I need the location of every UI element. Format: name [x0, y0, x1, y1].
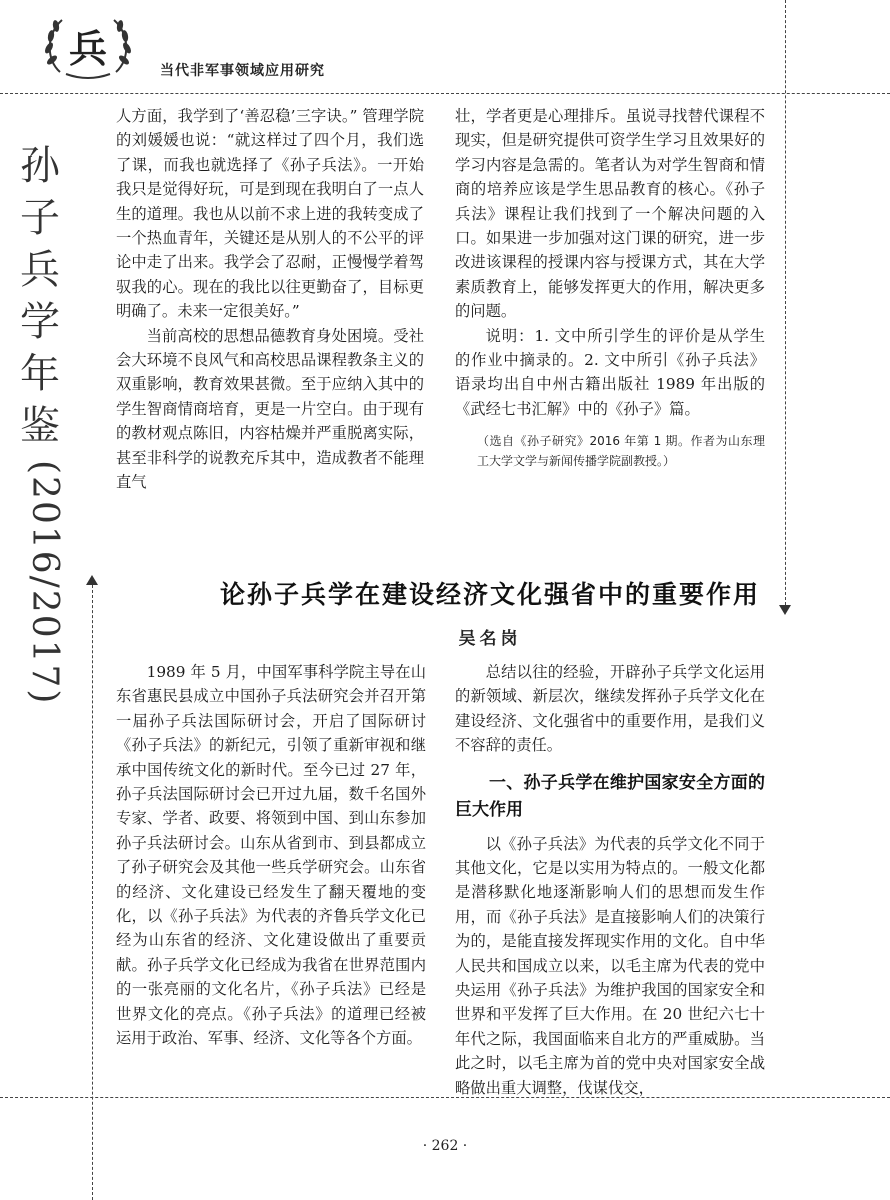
- article-author: 吴名岗: [458, 629, 522, 649]
- side-title-char: 孙: [20, 143, 60, 189]
- source-note: （选自《孙子研究》2016 年第 1 期。作者为山东理工大学文学与新闻传播学院副教授。）: [477, 434, 765, 469]
- paragraph: 当前高校的思想品德教育身处困境。受社会大环境不良风气和高校思品课程教条主义的双重影响，教育效果甚微。至于应纳入其中的学生智商情商培育，更是一片空白。由于现有的教材观点陈旧，内容枯燥并严重脱离实际，甚至非科学的说教充斥其中，造成教者不能理直气: [116, 326, 424, 492]
- article-right-column: [455, 660, 765, 1100]
- yearbook-logo: [40, 12, 136, 80]
- article-title: 论孙子兵学在建设经济文化强省中的重要作用: [219, 580, 760, 609]
- paragraph: 总结以往的经验，开辟孙子兵学文化运用的新领域、新层次，继续发挥孙子兵学文化在建设经济、文化强省中的重要作用，是我们义不容辞的责任。: [455, 663, 765, 755]
- side-title-char: 鉴: [20, 403, 60, 449]
- paragraph: 以《孙子兵法》为代表的兵学文化不同于其他文化，它是以实用为特点的。一般文化都是潜移默化地逐渐影响人们的思想而发生作用，而《孙子兵法》是直接影响人们的决策行为的，是能直接发挥现实作用的文化。自中华人民共和国成立以来，以毛主席为代表的党中央运用《孙子兵法》为维护我国的国家安全和世界和平发挥了巨大作用。在 20 世纪六七十年代之际，我国面临来自北方的严重威胁。当此之时，以毛主席为首的党中央对国家安全战略做出重大调整，伐谋伐交，: [455, 834, 765, 1097]
- guide-arrow-up-icon: [86, 575, 98, 585]
- side-title-char: 年: [20, 351, 60, 397]
- prev-article-right-column: [455, 104, 765, 471]
- right-margin-guide: [785, 0, 786, 610]
- side-title-char: 学: [20, 299, 60, 345]
- side-title: [18, 140, 65, 706]
- article-left-column: [116, 660, 426, 1051]
- side-title-char: 子: [20, 195, 60, 241]
- section-heading: 一、孙子兵学在维护国家安全方面的巨大作用: [455, 772, 765, 820]
- paragraph: 说明：1. 文中所引学生的评价是从学生的作业中摘录的。2. 文中所引《孙子兵法》语录均出自中州古籍出版社 1989 年出版的《武经七书汇解》中的《孙子》篇。: [455, 326, 765, 418]
- side-title-year: (2016/2017): [24, 460, 65, 706]
- page-number: · 262 ·: [422, 1138, 468, 1154]
- left-margin-guide: [92, 585, 93, 1200]
- top-divider: [0, 93, 890, 94]
- laurel-wreath-icon: [40, 12, 136, 80]
- paragraph: 壮，学者更是心理排斥。虽说寻找替代课程不现实，但是研究提供可资学生学习且效果好的学习内容是急需的。笔者认为对学生智商和情商的培养应该是学生思品教育的核心。《孙子兵法》课程让我们找到了一个解决问题的入口。如果进一步加强对这门课的研究，进一步改进该课程的授课内容与授课方式，其在大学素质教育上，能够发挥更大的作用，解决更多的问题。: [455, 107, 765, 321]
- paragraph: 人方面，我学到了‘善忍稳’三字诀。” 管理学院的刘媛媛也说：“就这样过了四个月，我们选了课，而我也就选择了《孙子兵法》。一开始我只是觉得好玩，可是到现在我明白了一点人生的道理。我也从以前不求上进的我转变成了一个热血青年，关键还是从别人的不公平的评论中走了出来。我学会了忍耐，正慢慢学着驾驭我的心。现在的我比以往更勤奋了，目标更明确了。未来一定很美好。”: [116, 107, 424, 321]
- prev-article-left-column: [116, 104, 424, 495]
- running-header: 当代非军事领域应用研究: [160, 63, 325, 79]
- side-title-char: 兵: [20, 247, 60, 293]
- logo-character: 兵: [68, 26, 108, 71]
- paragraph: 1989 年 5 月，中国军事科学院主导在山东省惠民县成立中国孙子兵法研究会并召开第一届孙子兵法国际研讨会，开启了国际研讨《孙子兵法》的新纪元，引领了重新审视和继承中国传统文化的新时代。至今已过 27 年，孙子兵法国际研讨会已开过九届，数千名国外专家、学者、政要、将领到中国、到山东参加孙子兵法研讨会。山东从省到市、到县都成立了孙子研究会及其他一些兵学研究会。山东省的经济、文化建设已经发生了翻天覆地的变化，以《孙子兵法》为代表的齐鲁兵学文化已经为山东省的经济、文化建设做出了重要贡献。孙子兵学文化已经成为我省在世界范围内的一张亮丽的文化名片，《孙子兵法》已经是世界文化的亮点。《孙子兵法》的道理已经被运用于政治、军事、经济、文化等各个方面。: [116, 663, 426, 1048]
